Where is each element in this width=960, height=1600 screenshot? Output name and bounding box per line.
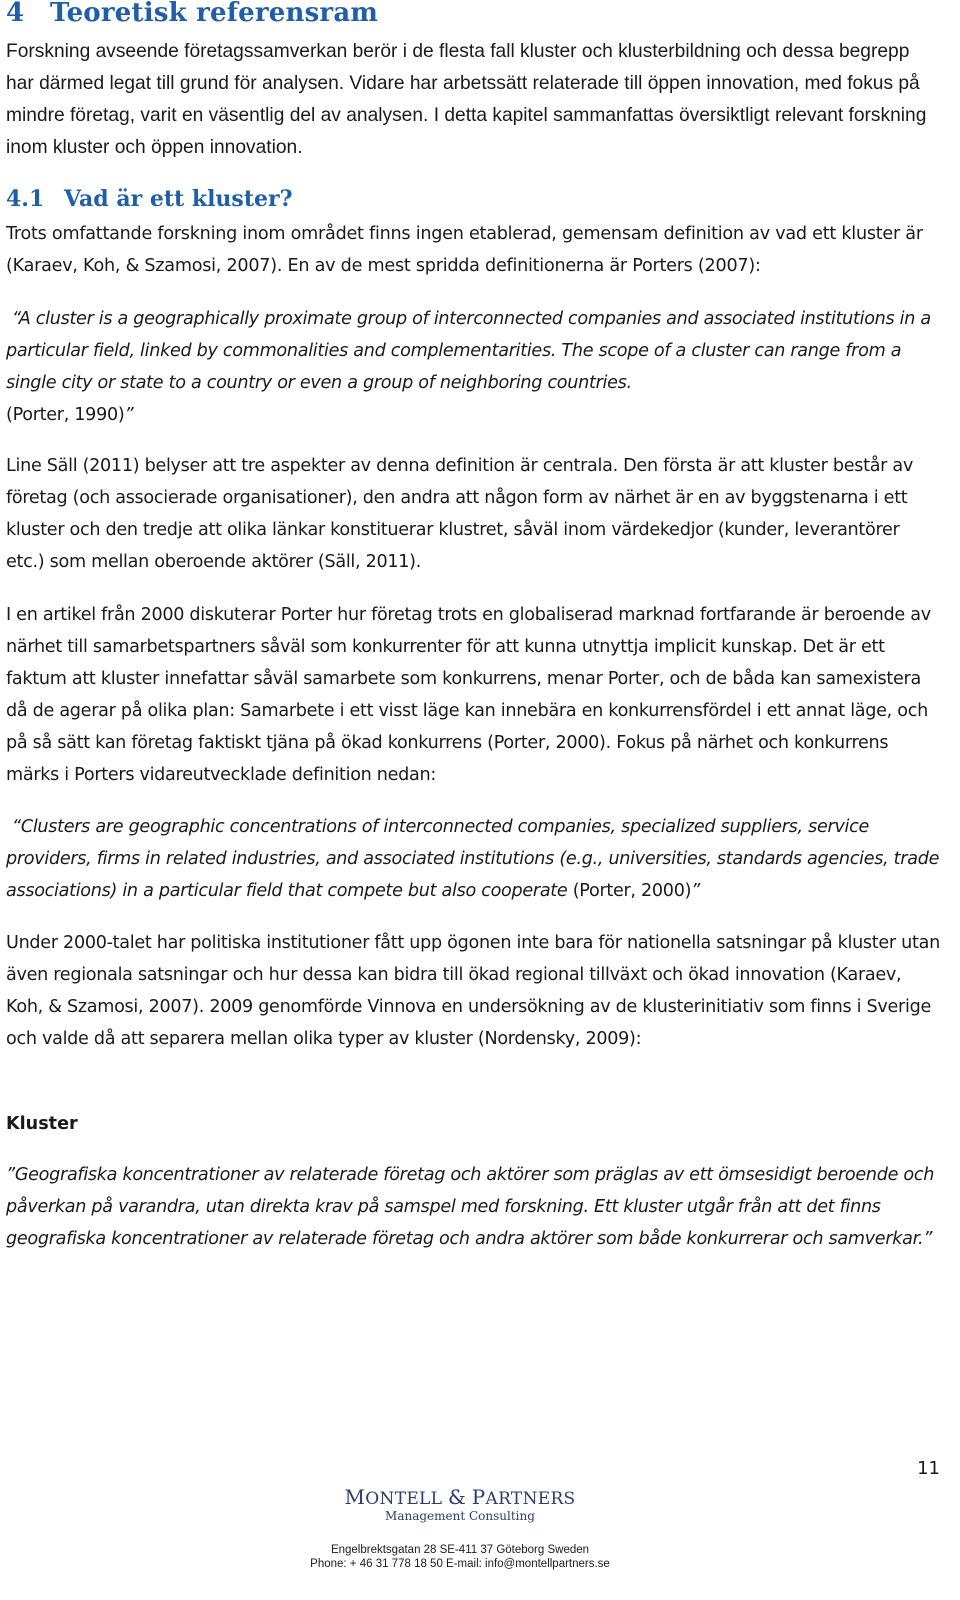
page-number: 11 <box>917 1458 940 1479</box>
section-title: Vad är ett kluster? <box>64 186 293 212</box>
section-number: 4.1 <box>6 186 45 212</box>
footer-address: Engelbrektsgatan 28 SE-411 37 Göteborg Sweden <box>330 1544 590 1556</box>
company-logo: MONTELL & PARTNERS <box>344 1485 576 1509</box>
footer-contact <box>0 1543 940 1571</box>
quote-text: A cluster is a geographically proximate group of interconnected companies and associated institutions in a particular field, linked by commonalities and complementarities. The scope of a cluster can range from a single city or state to a country or even a group of neighboring countries. <box>6 309 931 393</box>
company-tagline: Management Consulting <box>385 1509 535 1523</box>
footer-phone-email: Phone: + 46 31 778 18 50 E-mail: info@montellpartners.se <box>310 1558 610 1570</box>
quote-kluster-definition: ”Geografiska koncentrationer av relaterade företag och aktörer som präglas av ett ömsesidigt beroende och påverkan på varandra, utan direkta krav på samspel med forskning. Ett kluster utgår från att det finns geografiska koncentrationer av relaterade företag och andra aktörer som både konkurrerar och samverkar.” <box>6 1165 935 1249</box>
quote-text: Geografiska koncentrationer av relaterade företag och aktörer som präglas av ett ömsesidigt beroende och påverkan på varandra, utan direkta krav på samspel med forskning. Ett kluster utgår från att det finns geografiska koncentrationer av relaterade företag och andra aktörer som både konkurrerar och samverkar. <box>6 1165 935 1249</box>
quote-text: Clusters are geographic concentrations of interconnected companies, specialized suppliers, service providers, firms in related industries, and associated institutions (e.g., universities, standards agencies, trade associations) in a particular field that compete but also cooperate <box>6 817 940 901</box>
quote-porter-1990: “A cluster is a geographically proximate group of interconnected companies and associated institutions in a particular field, linked by commonalities and complementarities. The scope of a cluster can range from a single city or state to a country or even a group of neighboring countries. (Porter, 1990)” <box>6 309 931 425</box>
quote-citation: (Porter, 1990) <box>6 405 125 425</box>
chapter-heading <box>6 0 378 28</box>
paragraph-porter-2000: I en artikel från 2000 diskuterar Porter hur företag trots en globaliserad marknad fortfarande är beroende av närhet till samarbetspartners såväl som konkurrenter för att kunna utnyttja implicit kunskap. Det är ett faktum att kluster innefattar såväl samarbete som konkurrens, menar Porter, och de båda kan samexistera då de agerar på olika plan: Samarbete i ett visst läge kan innebära en konkurrensfördel i ett annat läge, och på så sätt kan företag faktiskt tjäna på ökad konkurrens (Porter, 2000). Fokus på närhet och konkurrens märks i Porters vidareutvecklade definition nedan: <box>6 605 931 785</box>
chapter-title: Teoretisk referensram <box>50 0 379 28</box>
chapter-number: 4 <box>6 0 25 28</box>
quote-citation: (Porter, 2000) <box>572 881 692 901</box>
paragraph-vinnova: Under 2000-talet har politiska institutioner fått upp ögonen inte bara för nationella satsningar på kluster utan även regionala satsningar och hur dessa kan bidra till ökad regional tillväxt och ökad innovation (Karaev, Koh, & Szamosi, 2007). 2009 genomförde Vinnova en undersökning av de klusterinitiativ som finns i Sverige och valde då att separera mellan olika typer av kluster (Nordensky, 2009): <box>6 933 940 1049</box>
quote-porter-2000: “Clusters are geographic concentrations of interconnected companies, specialized suppliers, service providers, firms in related industries, and associated institutions (e.g., universities, standards agencies, trade associations) in a particular field that compete but also cooperate (Porter, 2000)” <box>6 817 940 901</box>
paragraph-definition-intro: Trots omfattande forskning inom området finns ingen etablerad, gemensam definition av vad ett kluster är (Karaev, Koh, & Szamosi, 2007). En av de mest spridda definitionerna är Porters (2007): <box>6 224 923 276</box>
paragraph-sall: Line Säll (2011) belyser att tre aspekter av denna definition är centrala. Den första är att kluster består av företag (och associerade organisationer), den andra att någon form av närhet är en av byggstenarna i ett kluster och den tredje att olika länkar konstituerar klustret, såväl inom värdekedjor (kunder, leverantörer etc.) som mellan oberoende aktörer (Säll, 2011). <box>6 456 913 572</box>
intro-paragraph: Forskning avseende företagssamverkan berör i de flesta fall kluster och klusterbildning och dessa begrepp har därmed legat till grund för analysen. Vidare har arbetssätt relaterade till öppen innovation, med fokus på mindre företag, varit en väsentlig del av analysen. I detta kapitel sammanfattas översiktligt relevant forskning inom kluster och öppen innovation. <box>6 41 927 158</box>
subheading-kluster: Kluster <box>6 1114 78 1134</box>
section-heading <box>6 186 292 212</box>
